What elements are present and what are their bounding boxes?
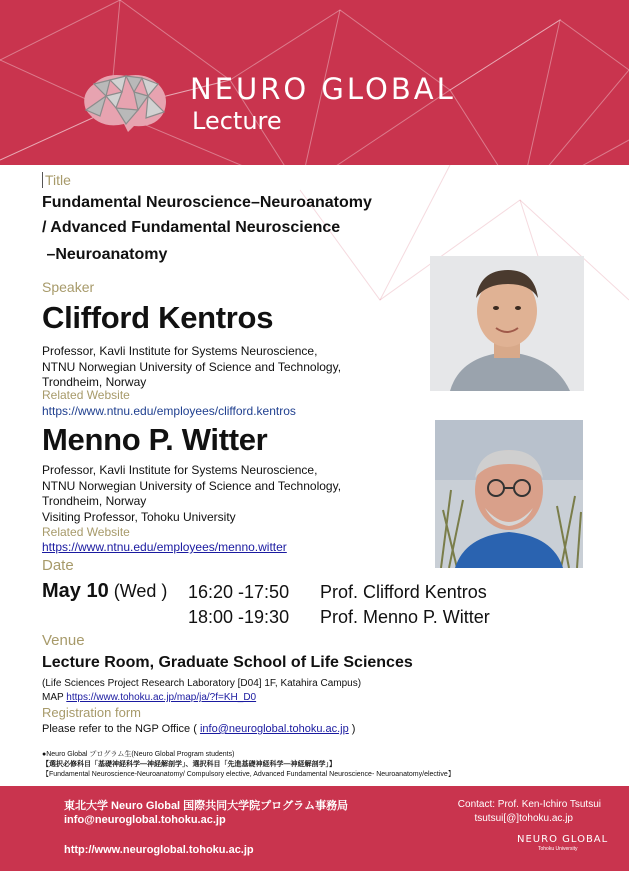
venue-detail: (Life Sciences Project Research Laboratory [D04] 1F, Katahira Campus) (42, 678, 362, 689)
title-line-1: Fundamental Neuroscience–Neuroanatomy (42, 194, 372, 211)
speaker-1-name: Clifford Kentros (42, 300, 274, 335)
footer-url[interactable]: http://www.neuroglobal.tohoku.ac.jp (64, 844, 254, 856)
note-line-3: 【Fundamental Neuroscience-Neuroanatomy/ Compulsory elective, Advanced Fundamental Neuroscience- Neuroanatomy/elective】 (42, 771, 455, 778)
footer-email[interactable]: info@neuroglobal.tohoku.ac.jp (64, 814, 226, 826)
speaker-label: Speaker (42, 279, 95, 295)
speaker-1-website-label: Related Website (42, 388, 130, 402)
slot-2-speaker: Prof. Menno P. Witter (320, 607, 490, 627)
brand-title: NEURO GLOBAL (190, 72, 456, 106)
venue-map (42, 690, 256, 706)
venue-label: Venue (42, 632, 85, 649)
footer-logo-sub: Tohoku University (538, 846, 578, 852)
title-line-3: –Neuroanatomy (42, 246, 168, 263)
slot-1-speaker: Prof. Clifford Kentros (320, 582, 487, 602)
speaker-1-photo (430, 256, 584, 391)
speaker-1-affiliation: Professor, Kavli Institute for Systems Neuroscience, NTNU Norwegian University of Science and Technology, Trondheim, Norway (42, 344, 342, 389)
slot-2-time: 18:00 -19:30 (188, 607, 290, 627)
brain-logo-icon (76, 70, 172, 134)
title-label: Title (42, 172, 71, 188)
slot-1-time: 16:20 -17:50 (188, 582, 290, 602)
registration-email-link[interactable]: info@neuroglobal.tohoku.ac.jp (199, 723, 349, 735)
speaker-2-affiliation: Professor, Kavli Institute for Systems Neuroscience, NTNU Norwegian University of Science and Technology, Trondheim, Norway Visiting Professor, Tohoku University (42, 463, 342, 524)
footer-office: 東北大学 Neuro Global 国際共同大学院プログラム事務局 (64, 800, 349, 812)
speaker-2-website-link[interactable]: https://www.ntnu.edu/employees/menno.witter (42, 540, 287, 554)
map-link[interactable]: https://www.tohoku.ac.jp/map/ja/?f=KH_D0 (66, 692, 257, 703)
footer-contact: Contact: Prof. Ken-Ichiro Tsutsui (457, 799, 601, 810)
map-label: MAP (42, 692, 64, 703)
date-day: May 10 (42, 580, 109, 602)
date-label: Date (42, 557, 74, 574)
header-banner (0, 0, 629, 165)
brand-subtitle: Lecture (192, 107, 282, 135)
speaker-1-website-link[interactable]: https://www.ntnu.edu/employees/clifford.kentros (42, 404, 296, 418)
registration-label: Registration form (42, 705, 141, 720)
speaker-2-website-label: Related Website (42, 525, 130, 539)
footer-contact-email[interactable]: tsutsui[@]tohoku.ac.jp (474, 813, 573, 824)
footer-banner (0, 786, 629, 871)
date-weekday: (Wed ) (113, 581, 168, 601)
speaker-2-name: Menno P. Witter (42, 422, 268, 457)
speaker-2-photo (435, 420, 583, 568)
note-line-2: 【選択必修科目「基礎神経科学―神経解剖学」、選択科目「先進基礎神経科学―神経解剖学」】 (42, 761, 336, 768)
note-line-1: ●Neuro Global プログラム生(Neuro Global Program students) (42, 751, 235, 758)
registration-text: Please refer to the NGP Office ( info@neuroglobal.tohoku.ac.jp ) (42, 723, 356, 735)
venue-name: Lecture Room, Graduate School of Life Sciences (42, 654, 413, 671)
title-line-2: / Advanced Fundamental Neuroscience (42, 219, 341, 236)
footer-logo: NEURO GLOBAL (517, 834, 609, 845)
date-row-1 (42, 580, 167, 603)
